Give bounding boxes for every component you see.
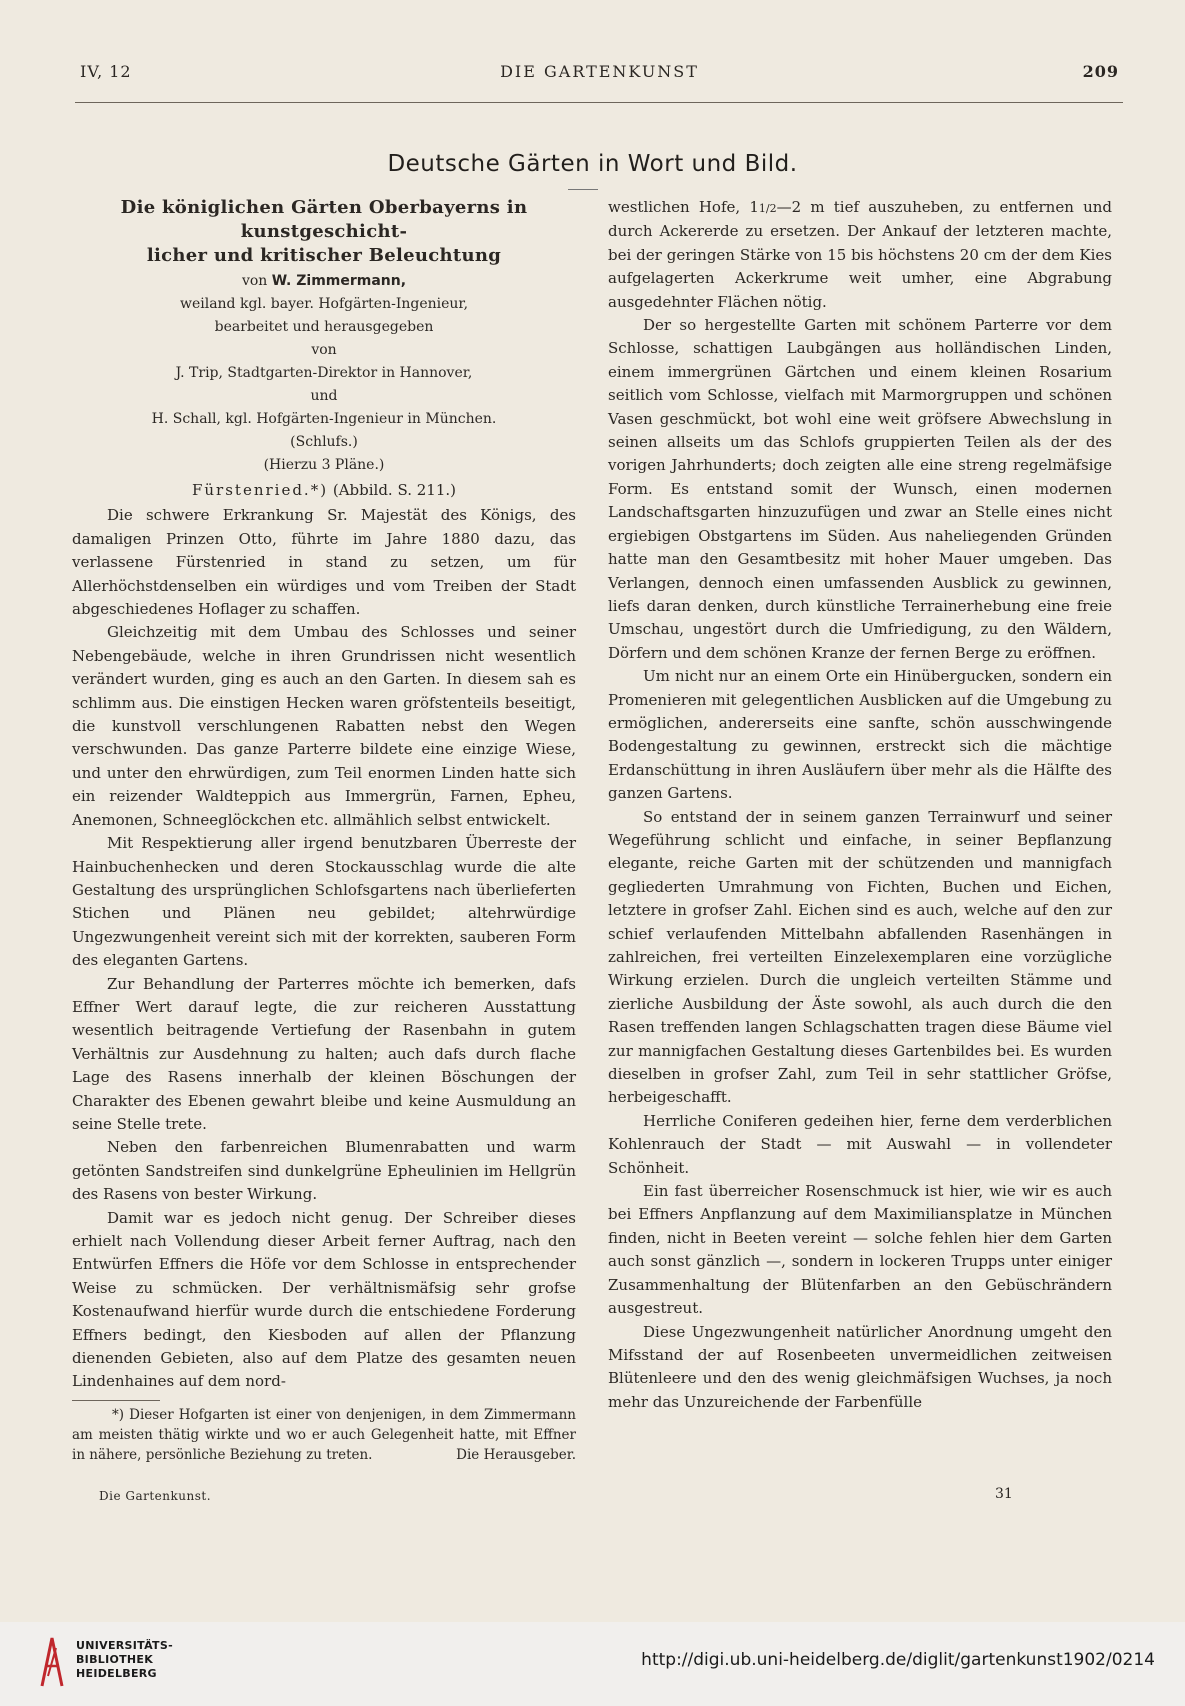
paragraph: Mit Respektierung aller irgend benutzbaren Überreste der Hainbuchenhecken und deren Stockausschlag wurde die alte Gestaltung des ursprünglichen Schlofsgartens nach überlieferten Stichen und Plänen neu gebildet; altehrwürdige Ungezwungenheit vereint sich mit der korrekten, sauberen Form des eleganten Gartens. — [72, 834, 576, 970]
library-footer — [0, 1622, 1185, 1706]
byline-line: (Schlufs.) — [290, 434, 358, 450]
sheet-signature: 31 — [995, 1486, 1013, 1502]
paragraph: Herrliche Coniferen gedeihen hier, ferne dem verderblichen Kohlenrauch der Stadt — mit Auswahl — in vollendeter Schönheit. — [608, 1111, 1112, 1177]
footnote-divider — [72, 1400, 160, 1401]
paragraph: Ein fast überreicher Rosenschmuck ist hier, wie wir es auch bei Effners Anpflanzung auf dem Maximiliansplatze in München finden, nicht in Beeten vereint — solche fehlen hier dem Garten auch sonst gänzlich —, sondern in lockeren Trupps unter einiger Zusammenhaltung der Blütenfarben an den Gebüschrändern ausgestreut. — [608, 1182, 1112, 1318]
byline-line: J. Trip, Stadtgarten-Direktor in Hannover, — [175, 365, 473, 381]
volume-number: IV, 12 — [80, 62, 132, 81]
paragraph: Die schwere Erkrankung Sr. Majestät des Königs, des damaligen Prinzen Otto, führte im Jahre 1880 dazu, das verlassene Fürstenried in stand zu setzen, um für Allerhöchstdenselben ein würdiges und vom Treiben der Stadt abgeschiedenes Hoflager zu schaffen. — [72, 506, 576, 619]
footnote-text: *) Dieser Hofgarten ist einer von denjenigen, in dem Zimmermann am meisten thätig wirkte und wo er auch Gelegenheit hatte, mit Effner in nähere, persönliche Beziehung zu treten. — [72, 1406, 576, 1463]
paragraph: So entstand der in seinem ganzen Terrainwurf und seiner Wegeführung schlicht und einfache, in seiner Bepflanzung elegante, reiche Garten mit der schützenden und mannigfach gegliederten Umrahmung von Fichten, Buchen und Eichen, letztere in grofser Zahl. Eichen sind es auch, welche auf den zur schief verlaufenden Mittelbahn abfallenden Rasenhängen in zahlreichen, frei verteilten Einzelexemplaren eine vorzügliche Wirkung erzielen. Durch die ungleich verteilten Stämme und zierliche Ausbildung der Äste sowohl, als auch durch die den Rasen treffenden langen Schlagschatten tragen diese Bäume viel zur mannigfachen Gestaltung dieses Gartenbildes bei. Es wurden dieselben in grofser Zahl, zum Teil in sehr stattlicher Gröfse, herbeigeschafft. — [608, 807, 1112, 1107]
byline — [72, 270, 576, 477]
byline-line: H. Schall, kgl. Hofgärten-Ingenieur in München. — [151, 411, 497, 427]
section-title: Deutsche Gärten in Wort und Bild. — [387, 151, 798, 177]
library-logo-icon — [40, 1636, 64, 1688]
byline-line: bearbeitet und herausgegeben — [214, 319, 434, 335]
footnote-signature: Die Herausgeber. — [456, 1446, 576, 1463]
paragraph: Der so hergestellte Garten mit schönem Parterre vor dem Schlosse, schattigen Laubgängen aus holländischen Linden, einem immergrünen Gärtchen und einem kleinen Rosarium seitlich vom Schlosse, vielfach mit Marmorgruppen und schönen Vasen geschmückt, bot wohl eine weit gröfsere Abwechslung in seinen allseits um das Schlofs gruppierten Teilen als der des vorigen Jahrhunderts; doch zeigten alle eine streng regelmäfsige Form. Es entstand somit der Wunsch, einen modernen Landschaftsgarten hinzuzufügen und zwar an Stelle eines nicht ergiebigen Obstgartens im Süden. Aus naheliegenden Gründen hatte man den Gesamtbesitz mit hoher Mauer umgeben. Das Verlangen, dennoch einen umfassenden Ausblick zu gewinnen, liefs daran denken, durch künstliche Terrainerhebung eine freie Umschau, ungestört durch die Umfriedigung, zu den Wäldern, Dörfern und dem schönen Kranze der fernen Berge zu eröffnen. — [608, 316, 1112, 662]
place-name: Fürstenried.*) — [191, 481, 329, 499]
footnote — [72, 1405, 576, 1465]
article-title — [72, 196, 576, 268]
fraction: 1/2 — [758, 202, 777, 215]
article-title-line: licher und kritischer Beleuchtung — [146, 245, 502, 266]
paragraph: Zur Behandlung der Parterres möchte ich bemerken, dafs Effner Wert darauf legte, die zur reicheren Ausstattung wesentlich beitragende Vertiefung der Rasenbahn in gutem Verhältnis zur Ausdehnung zu halten; auch dafs durch flache Lage des Rasens innerhalb der kleinen Böschungen der Charakter des Ebenen gewahrt bleibe und keine Ausmuldung an seine Stelle trete. — [72, 974, 576, 1133]
paragraph: Neben den farbenreichen Blumenrabatten und warm getönten Sandstreifen sind dunkelgrüne Epheulinien im Hellgrün des Rasens von bester Wirkung. — [72, 1138, 576, 1204]
paragraph: Um nicht nur an einem Orte ein Hinübergucken, sondern ein Promenieren mit gelegentlichen Ausblicken auf die Umgebung zu ermöglichen, andererseits eine sanfte, schön ausschwingende Bodengestaltung zu gewinnen, erstreckt sich die mächtige Erdanschüttung in ihren Ausläufern über mehr als die Hälfte des ganzen Gartens. — [608, 667, 1112, 803]
byline-line: weiland kgl. bayer. Hofgärten-Ingenieur, — [179, 296, 469, 312]
author-name: W. Zimmermann, — [271, 273, 407, 289]
byline-line: von — [311, 342, 337, 358]
running-header — [80, 62, 1119, 90]
paragraph: Gleichzeitig mit dem Umbau des Schlosses und seiner Nebengebäude, welche in ihren Grundrissen nicht wesentlich verändert wurden, ging es auch an den Garten. In diesem sah es schlimm aus. Die einstigen Hecken waren gröfstenteils beseitigt, die kunstvoll verschlungenen Rabatten nebst den Wegen verschwunden. Das ganze Parterre bildete eine einzige Wiese, und unter den ehrwürdigen, zum Teil enormen Linden hatte sich ein reizender Waldteppich aus Immergrün, Farnen, Epheu, Anemonen, Schneeglöckchen etc. allmählich selbst entwickelt. — [72, 623, 576, 829]
byline-line: (Hierzu 3 Pläne.) — [263, 457, 385, 473]
permalink-link[interactable]: http://digi.ub.uni-heidelberg.de/diglit/gartenkunst1902/0214 — [641, 1650, 1155, 1670]
figure-reference: (Abbild. S. 211.) — [332, 481, 456, 499]
page-number: 209 — [1082, 62, 1119, 81]
byline-line: von W. Zimmermann, — [241, 273, 407, 289]
journal-title: DIE GARTENKUNST — [500, 62, 699, 81]
library-name: UNIVERSITÄTS- BIBLIOTHEK HEIDELBERG — [76, 1639, 173, 1680]
subsection-heading — [72, 479, 576, 502]
paragraph: westlichen Hofe, 11/2—2 m tief auszuheben, zu entfernen und durch Ackererde zu ersetzen. Der Ankauf der letzteren machte, bei der geringen Stärke von 15 bis höchstens 20 cm der dem Kies aufgelagerten Ackerkrume weit umher, eine Abgrabung ausgedehnter Flächen nötig. — [608, 198, 1112, 311]
title-divider — [568, 189, 598, 190]
printer-signature: Die Gartenkunst. — [99, 1489, 212, 1503]
left-column — [72, 196, 576, 1465]
header-divider — [75, 102, 1123, 103]
paragraph: Diese Ungezwungenheit natürlicher Anordnung umgeht den Mifsstand der auf Rosenbeeten unvermeidlichen zeitweisen Blütenleere und den des wenig gleichmäfsigen Wuchses, ja noch mehr das Unzureichende der Farbenfülle — [608, 1322, 1112, 1411]
right-column — [608, 196, 1112, 1414]
byline-line: und — [310, 388, 338, 404]
paragraph: Damit war es jedoch nicht genug. Der Schreiber dieses erhielt nach Vollendung dieser Arbeit ferner Auftrag, nach den Entwürfen Effners die Höfe vor dem Schlosse in entsprechender Weise zu schmücken. Der verhältnismäfsig sehr grofse Kostenaufwand hierfür wurde durch die entschiedene Forderung Effners bedingt, den Kiesboden auf allen der Pflanzung dienenden Gebieten, also auf dem Platze des gesamten neuen Lindenhaines auf dem nord- — [72, 1208, 576, 1391]
article-title-line: Die königlichen Gärten Oberbayerns in kunstgeschicht- — [120, 197, 528, 242]
